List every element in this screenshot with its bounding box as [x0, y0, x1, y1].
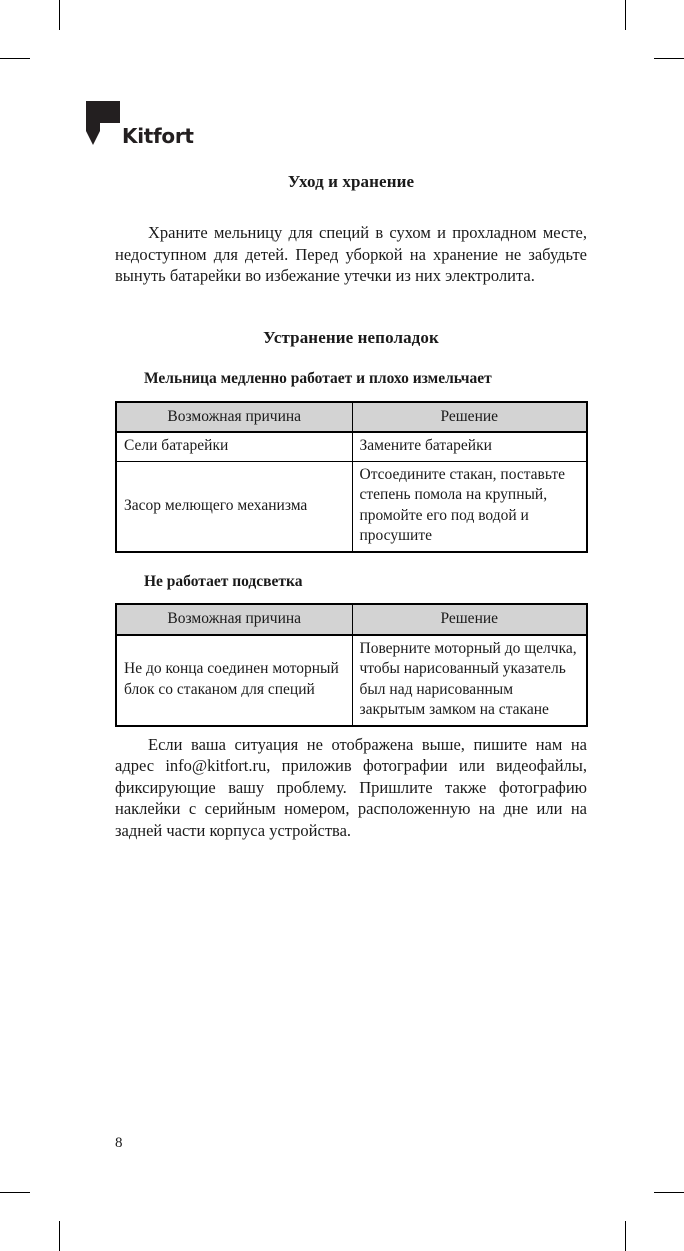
cell-solution: Замените батарейки	[352, 432, 587, 461]
cell-cause: Сели батарейки	[116, 432, 352, 461]
table-row	[116, 635, 587, 726]
table-row	[116, 432, 587, 461]
column-header-solution: Решение	[352, 402, 587, 433]
table-row	[116, 461, 587, 552]
brand-name: Kitfort	[122, 124, 194, 148]
troubleshooting-table-grinder-slow	[115, 401, 588, 553]
brand-logo	[86, 101, 194, 149]
cell-solution: Поверните моторный до щелчка, чтобы нарисованный указатель был над нарисованным закрытым замком на стакане	[352, 635, 587, 726]
column-header-solution: Решение	[352, 604, 587, 635]
care-section-heading: Уход и хранение	[287, 172, 415, 191]
troubleshooting-closing-paragraph: Если ваша ситуация не отображена выше, пишите нам на адрес info@kitfort.ru, приложив фотографии или видеофайлы, фиксирующие вашу проблему. Пришлите также фотографию наклейки с серийным номером, расположенную на дне или на задней части корпуса устройства.	[115, 734, 587, 840]
table-caption-backlight: Не работает подсветка	[144, 572, 303, 590]
kitfort-flag-logo-icon	[86, 101, 120, 149]
table-caption-grinder-slow: Мельница медленно работает и плохо измельчает	[144, 370, 492, 388]
care-paragraph: Храните мельницу для специй в сухом и прохладном месте, недоступном для детей. Перед уборкой на хранение не забудьте вынуть батарейки во избежание утечки из них электролита.	[115, 223, 587, 286]
cell-cause: Не до конца соединен моторный блок со стаканом для специй	[116, 635, 352, 726]
column-header-cause: Возможная причина	[116, 402, 352, 433]
column-header-cause: Возможная причина	[116, 604, 352, 635]
cell-solution: Отсоедините стакан, поставьте степень помола на крупный, промойте его под водой и просушите	[352, 461, 587, 552]
page-content	[115, 172, 587, 841]
troubleshooting-section-heading: Устранение неполадок	[263, 327, 439, 347]
page-number: 8	[115, 1135, 123, 1151]
table-header-row	[116, 402, 587, 433]
cell-cause: Засор мелющего механизма	[116, 461, 352, 552]
troubleshooting-table-backlight	[115, 603, 588, 727]
table-header-row	[116, 604, 587, 635]
